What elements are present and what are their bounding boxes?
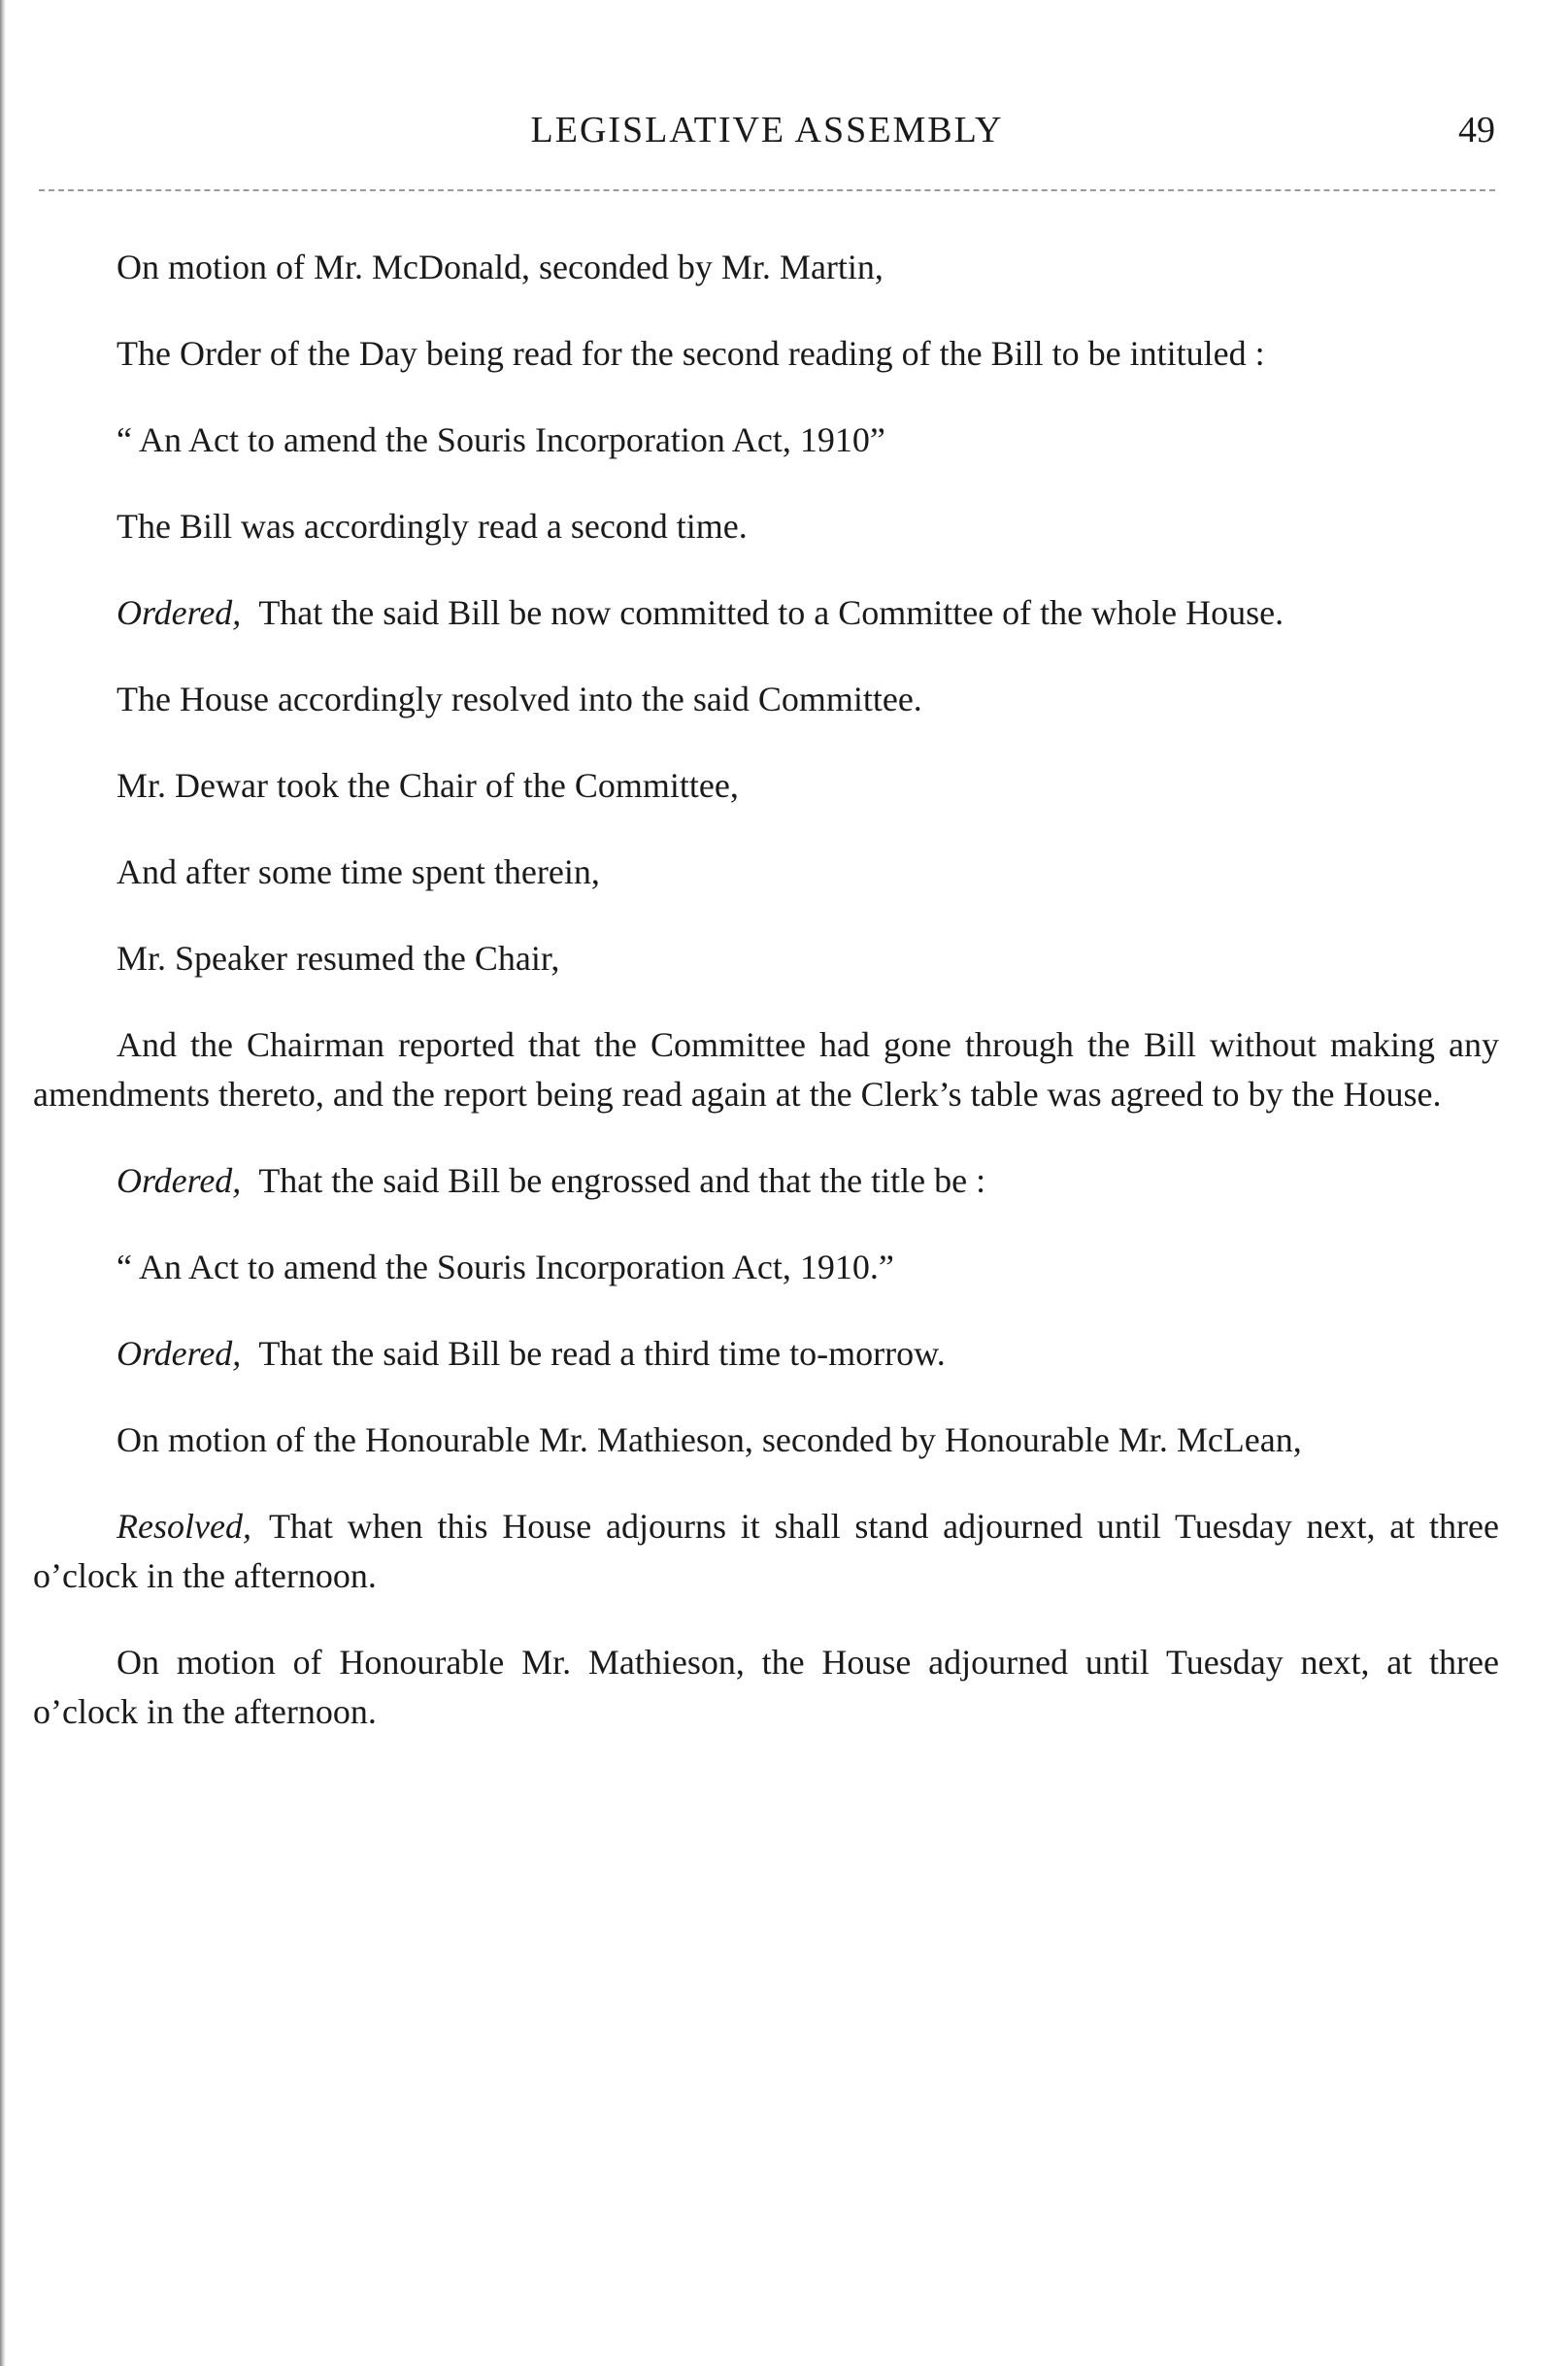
running-head <box>39 109 1495 167</box>
bill-title-quote: “ An Act to amend the Souris Incorporation Act, 1910” <box>117 420 885 459</box>
page-edge-shadow <box>0 0 6 2366</box>
running-title: LEGISLATIVE ASSEMBLY <box>530 110 1004 150</box>
paragraph: The Order of the Day being read for the second reading of the Bill to be intituled : <box>117 334 1265 373</box>
paragraph: On motion of Honourable Mr. Mathieson, the House adjourned until Tuesday next, at three o’clock in the afternoon. <box>33 1643 1499 1731</box>
paragraph: The House accordingly resolved into the said Committee. <box>117 680 922 718</box>
page-number: 49 <box>1458 110 1495 150</box>
paragraph: On motion of the Honourable Mr. Mathieson, seconded by Honourable Mr. McLean, <box>117 1420 1302 1459</box>
paragraph: Mr. Dewar took the Chair of the Committee, <box>117 766 739 805</box>
paragraph: Ordered, That the said Bill be engrossed and that the title be : <box>117 1161 986 1200</box>
bill-title-quote: “ An Act to amend the Souris Incorporation Act, 1910.” <box>117 1248 894 1286</box>
paragraph: On motion of Mr. McDonald, seconded by Mr. Martin, <box>117 248 884 286</box>
paragraph: Mr. Speaker resumed the Chair, <box>117 939 560 978</box>
paragraph: And the Chairman reported that the Committee had gone through the Bill without making any amendments thereto, and the report being read again at the Clerk’s table was agreed to by the House. <box>33 1025 1499 1114</box>
paragraph-lead: Resolved, <box>117 1507 251 1546</box>
header-rule <box>39 189 1495 191</box>
journal-text <box>33 243 1499 1737</box>
paragraph-lead: Ordered, <box>117 593 242 632</box>
paragraph: The Bill was accordingly read a second time. <box>117 507 748 546</box>
paragraph: Resolved, That when this House adjourns it shall stand adjourned until Tuesday next, at three o’clock in the afternoon. <box>33 1507 1499 1595</box>
paragraph: Ordered, That the said Bill be now committed to a Committee of the whole House. <box>117 593 1284 632</box>
paragraph-lead: Ordered, <box>117 1334 242 1373</box>
paragraph: Ordered, That the said Bill be read a third time to-morrow. <box>117 1334 946 1373</box>
paragraph-lead: Ordered, <box>117 1161 242 1200</box>
paragraph: And after some time spent therein, <box>117 852 600 891</box>
